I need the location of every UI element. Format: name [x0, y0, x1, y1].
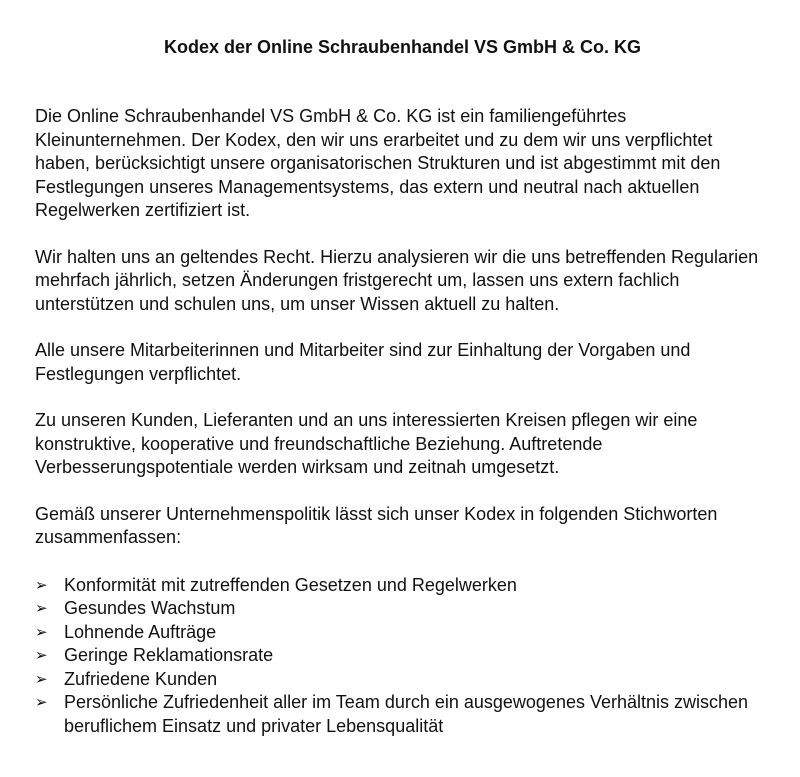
list-item-text: Konformität mit zutreffenden Gesetzen und Regelwerken	[64, 574, 517, 595]
arrow-bullet-icon: ➢	[35, 670, 48, 688]
paragraph-relations: Zu unseren Kunden, Lieferanten und an uns interessierten Kreisen pflegen wir eine konstruktive, kooperative und freundschaftliche Beziehung. Auftretende Verbesserungspotentiale werden wirksam und zeitnah umgesetzt.	[35, 410, 698, 477]
list-item-text: Persönliche Zufriedenheit aller im Team durch ein ausgewogenes Verhältnis zwischen beruflichem Einsatz und privater Lebensqualität	[64, 692, 749, 736]
arrow-bullet-icon: ➢	[35, 647, 48, 664]
arrow-bullet-icon: ➢	[35, 623, 48, 641]
arrow-bullet-icon: ➢	[35, 600, 48, 617]
list-item	[35, 691, 760, 738]
list-item-text: Zufriedene Kunden	[64, 668, 218, 689]
list-item	[35, 668, 760, 692]
list-item	[35, 597, 760, 621]
paragraph-intro: Die Online Schraubenhandel VS GmbH & Co. KG ist ein familiengeführtes Kleinunternehmen. Der Kodex, den wir uns erarbeitet und zu dem wir uns verpflichtet haben, berücksichtigt unsere organisatorischen Strukturen und ist abgestimmt mit den Festlegungen unseres Managementsystems, das extern und neutral nach aktuellen Regelwerken zertifiziert ist.	[35, 106, 721, 220]
list-item-text: Lohnende Aufträge	[64, 621, 217, 642]
arrow-bullet-icon: ➢	[35, 576, 48, 594]
list-item-text: Gesundes Wachstum	[64, 598, 236, 618]
paragraph-law: Wir halten uns an geltendes Recht. Hierzu analysieren wir die uns betreffenden Regularien mehrfach jährlich, setzen Änderungen fristgerecht um, lassen uns extern fachlich unterstützen und schulen uns, um unser Wissen aktuell zu halten.	[35, 246, 759, 314]
paragraph-summary-intro: Gemäß unserer Unternehmenspolitik lässt sich unser Kodex in folgenden Stichworten zusammenfassen:	[35, 503, 718, 547]
kodex-bullet-list	[35, 574, 760, 739]
arrow-bullet-icon: ➢	[35, 694, 48, 711]
list-item	[35, 574, 760, 598]
paragraph-employees: Alle unsere Mitarbeiterinnen und Mitarbeiter sind zur Einhaltung der Vorgaben und Festlegungen verpflichtet.	[35, 340, 691, 384]
list-item	[35, 644, 760, 668]
document-title: Kodex der Online Schraubenhandel VS GmbH & Co. KG	[163, 37, 642, 57]
list-item-text: Geringe Reklamationsrate	[64, 645, 274, 665]
list-item	[35, 621, 760, 645]
